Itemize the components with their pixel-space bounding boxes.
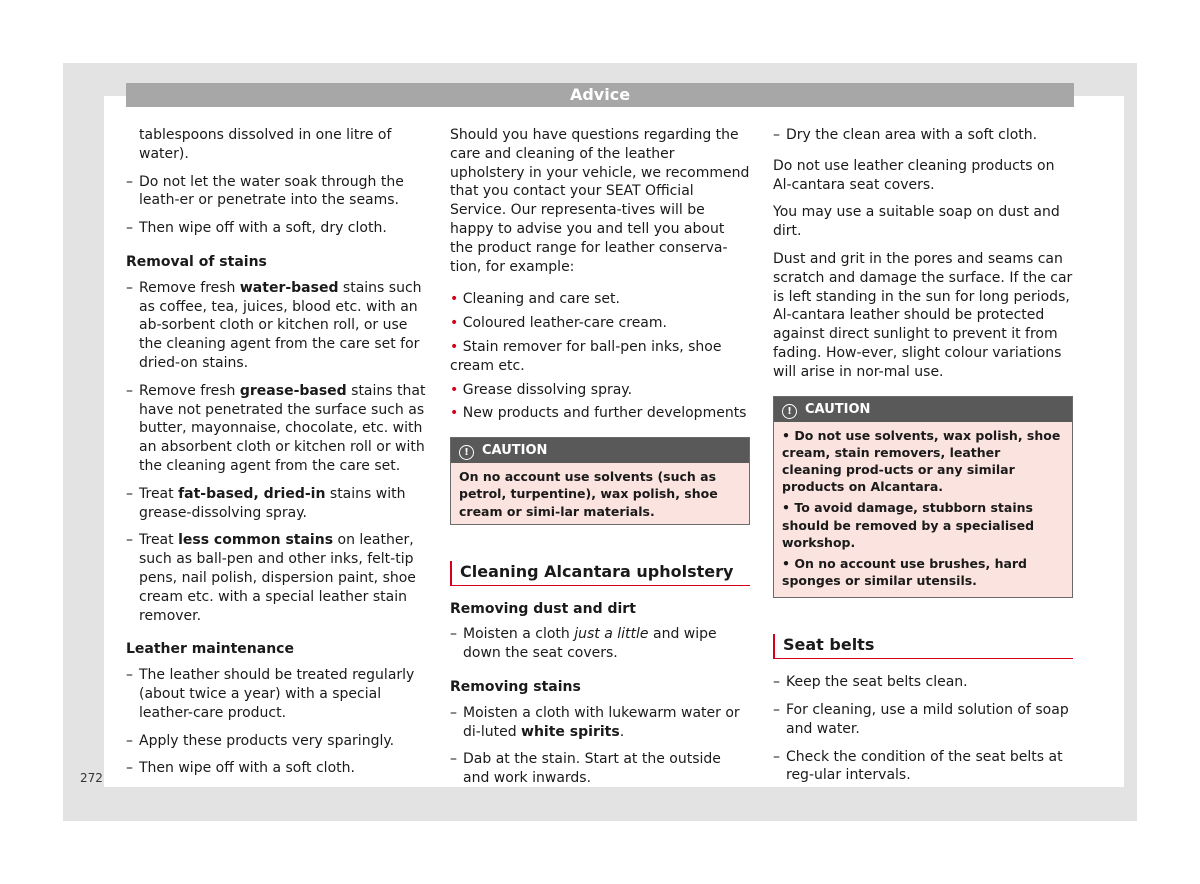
list-item: – The leather should be treated regularly (about twice a year) with a special leather-care product. bbox=[126, 666, 426, 722]
list-item: – Dab at the stain. Start at the outside and work inwards. bbox=[450, 750, 750, 788]
list-item: – Apply these products very sparingly. bbox=[126, 732, 426, 751]
list-item: • New products and further developments bbox=[450, 405, 747, 422]
maintenance-heading: Leather maintenance bbox=[126, 641, 294, 658]
paragraph: Dust and grit in the pores and seams can scratch and damage the surface. If the car is left standing in the sun for long periods, Al-cantara leather should be protected against direct sunlight to prevent it from fading. How-ever, slight colour variations will arise in nor-mal use. bbox=[773, 250, 1073, 380]
caution-label: CAUTION bbox=[805, 401, 871, 417]
paragraph: You may use a suitable soap on dust and dirt. bbox=[773, 204, 1060, 240]
column-1 bbox=[126, 126, 426, 787]
list-item: – Treat fat-based, dried-in stains with grease-dissolving spray. bbox=[126, 485, 426, 523]
caution-item: • Do not use solvents, wax polish, shoe cream, stain removers, leather cleaning prod-ucts or any similar products on Alcantara. bbox=[782, 427, 1061, 495]
intro-paragraph: Should you have questions regarding the care and cleaning of the leather upholstery in your vehicle, we recommend that you contact your SEAT Official Service. Our representa-tives will be happy to advise you and tell you about the product range for leather conserva-tion, for example: bbox=[450, 127, 750, 275]
dust-heading: Removing dust and dirt bbox=[450, 600, 636, 617]
warning-icon: ! bbox=[459, 445, 474, 460]
caution-box bbox=[450, 437, 750, 525]
list-item: • Stain remover for ball-pen inks, shoe cream etc. bbox=[450, 338, 722, 374]
list-item: – Then wipe off with a soft, dry cloth. bbox=[126, 219, 426, 238]
caution-box bbox=[773, 396, 1073, 599]
list-item: • Grease dissolving spray. bbox=[450, 381, 633, 398]
column-2 bbox=[450, 126, 750, 797]
list-item: – Remove fresh water-based stains such as coffee, tea, juices, blood etc. with an ab-sorbent cloth or kitchen roll, or use the cleaning agent from the care set for dried-on stains. bbox=[126, 279, 426, 373]
list-item: – For cleaning, use a mild solution of soap and water. bbox=[773, 701, 1073, 739]
column-3 bbox=[773, 126, 1073, 794]
list-item: • Coloured leather-care cream. bbox=[450, 315, 667, 332]
caution-item: • To avoid damage, stubborn stains should be removed by a specialised workshop. bbox=[782, 500, 1035, 550]
list-item: – Moisten a cloth just a little and wipe down the seat covers. bbox=[450, 625, 750, 663]
section-title-seat-belts: Seat belts bbox=[773, 634, 1073, 659]
warning-icon: ! bbox=[782, 404, 797, 419]
chapter-header: Advice bbox=[126, 83, 1074, 107]
list-item: – Do not let the water soak through the leath-er or penetrate into the seams. bbox=[126, 173, 426, 211]
caution-text: On no account use solvents (such as petrol, turpentine), wax polish, shoe cream or simi-lar materials. bbox=[451, 463, 749, 524]
list-item: – Keep the seat belts clean. bbox=[773, 673, 1073, 692]
caution-label: CAUTION bbox=[482, 443, 548, 459]
page-number: 272 bbox=[80, 771, 103, 785]
list-item: – Check the condition of the seat belts at reg-ular intervals. bbox=[773, 748, 1073, 786]
list-item: – Moisten a cloth with lukewarm water or di-luted white spirits. bbox=[450, 704, 750, 742]
stains-heading: Removing stains bbox=[450, 678, 581, 695]
list-item: – Then wipe off with a soft cloth. bbox=[126, 759, 426, 778]
list-item: – Treat less common stains on leather, such as ball-pen and other inks, felt-tip pens, nail polish, dispersion paint, shoe cream etc. with a special leather stain remover. bbox=[126, 531, 426, 625]
caution-item: • On no account use brushes, hard sponges or similar utensils. bbox=[782, 555, 1028, 589]
paragraph: Do not use leather cleaning products on Al-cantara seat covers. bbox=[773, 157, 1055, 193]
list-item: • Cleaning and care set. bbox=[450, 291, 620, 308]
section-title-alcantara: Cleaning Alcantara upholstery bbox=[450, 561, 750, 586]
list-item: – Remove fresh grease-based stains that have not penetrated the surface such as butter, mayonnaise, chocolate, etc. with an absorbent cloth or kitchen roll or with the cleaning agent from the care set. bbox=[126, 382, 426, 476]
list-item: – Dry the clean area with a soft cloth. bbox=[773, 126, 1073, 145]
removal-heading: Removal of stains bbox=[126, 253, 267, 270]
intro-tail: tablespoons dissolved in one litre of water). bbox=[139, 127, 392, 162]
